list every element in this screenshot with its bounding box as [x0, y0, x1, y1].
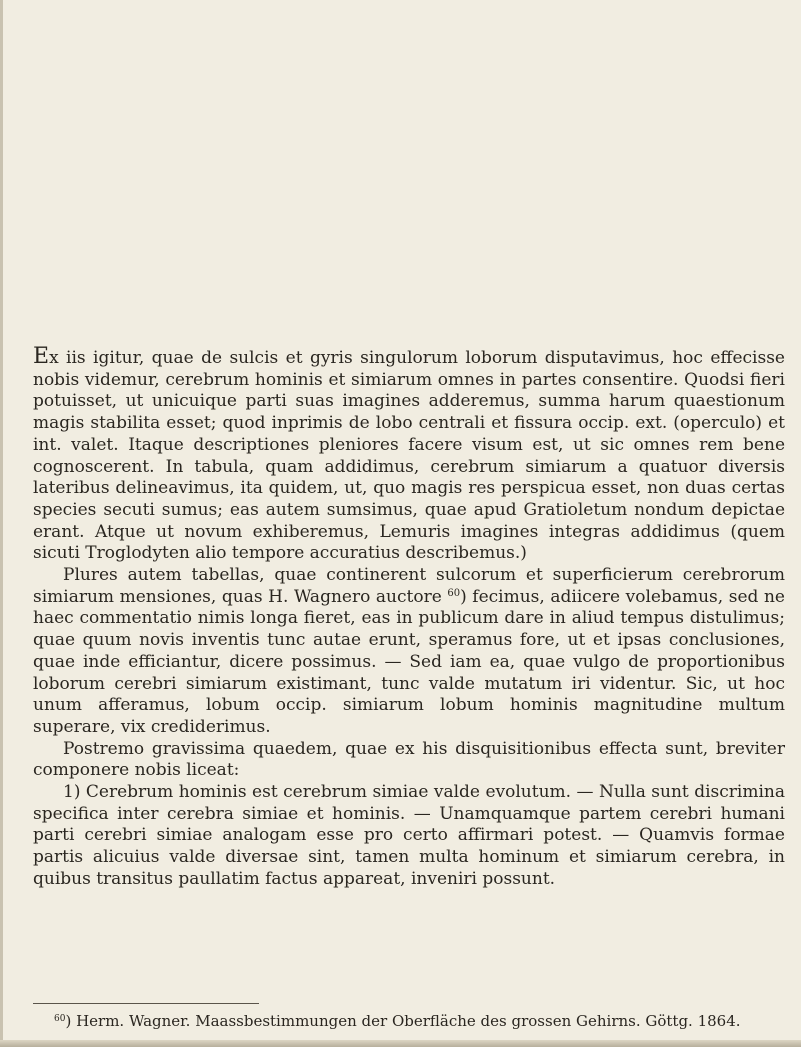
main-text — [33, 344, 785, 891]
paragraph-2 — [33, 565, 785, 739]
paragraph-2-text-b: ) fecimus, adiicere volebamus, sed ne haec commentatio nimis longa fieret, eas in publicum dare in aliud tempus distulimus; quae quum novis inventis tunc autae erunt, speramus fore, ut et ipsas conclusiones, quae inde efficiantur, dicere possimus. — Sed iam ea, quae vulgo de proportionibus loborum cerebri simiarum existimant, tunc valde mutatum iri videntur. Sic, ut hoc unum afferamus, lobum occip. simiarum lobum hominis magnitudine multum superare, vix crediderimus. — [33, 586, 785, 737]
paragraph-3: Postremo gravissima quaedem, quae ex his disquisitionibus effecta sunt, breviter componere nobis liceat: — [33, 738, 785, 781]
paragraph-2-text-a: Plures autem tabellas, quae continerent sulcorum et superficierum cerebrorum simiarum mensiones, quas H. Wagnero auctore — [33, 565, 785, 607]
paragraph-1-text: x iis igitur, quae de sulcis et gyris singulorum loborum disputavimus, hoc effecisse nobis videmur, cerebrum hominis et simiarum omnes in partes consentire. Quodsi fieri potuisset, ut unicuique parti suas imagines adderemus, summa harum quaestionum magis stabilita esset; quod inprimis de lobo centrali et fissura occip. ext. (operculo) et int. valet. Itaque descriptiones pleniores facere visum est, ut sic omnes rem bene cognoscerent. In tabula, quam addidimus, cerebrum simiarum a quatuor diversis lateribus delineavimus, ita quidem, ut, quo magis res perspicua esset, non duas certas species secuti sumus; eas autem sumsimus, quae apud Gratioletum nondum depictae erant. Atque ut novum exhiberemus, Lemuris imagines integras addidimus (quem sicuti Troglodyten alio tempore accuratius describemus.) — [33, 348, 785, 564]
footnote-text: ) Herm. Wagner. Maassbestimmungen der Oberfläche des grossen Gehirns. Göttg. 1864. — [65, 1012, 741, 1030]
footnote-marker: 60 — [54, 1014, 66, 1024]
footnote-reference[interactable]: 60 — [447, 587, 461, 599]
paragraph-1 — [33, 344, 785, 565]
page-left-edge — [0, 0, 3, 1047]
page-bottom-edge — [0, 1040, 801, 1047]
paragraph-4: 1) Cerebrum hominis est cerebrum simiae valde evolutum. — Nulla sunt discrimina specifica inter cerebra simiae et hominis. — Unamquamque partem cerebri humani parti cerebri simiae analogam esse pro certo affirmari potest. — Quamvis formae partis alicuius valde diversae sint, tamen multa hominum et simiarum cerebra, in quibus transitus paullatim factus appareat, inveniri possunt. — [33, 782, 785, 889]
footnote — [54, 1012, 785, 1030]
footnote-divider — [33, 1003, 259, 1004]
initial-letter: E — [33, 344, 50, 369]
